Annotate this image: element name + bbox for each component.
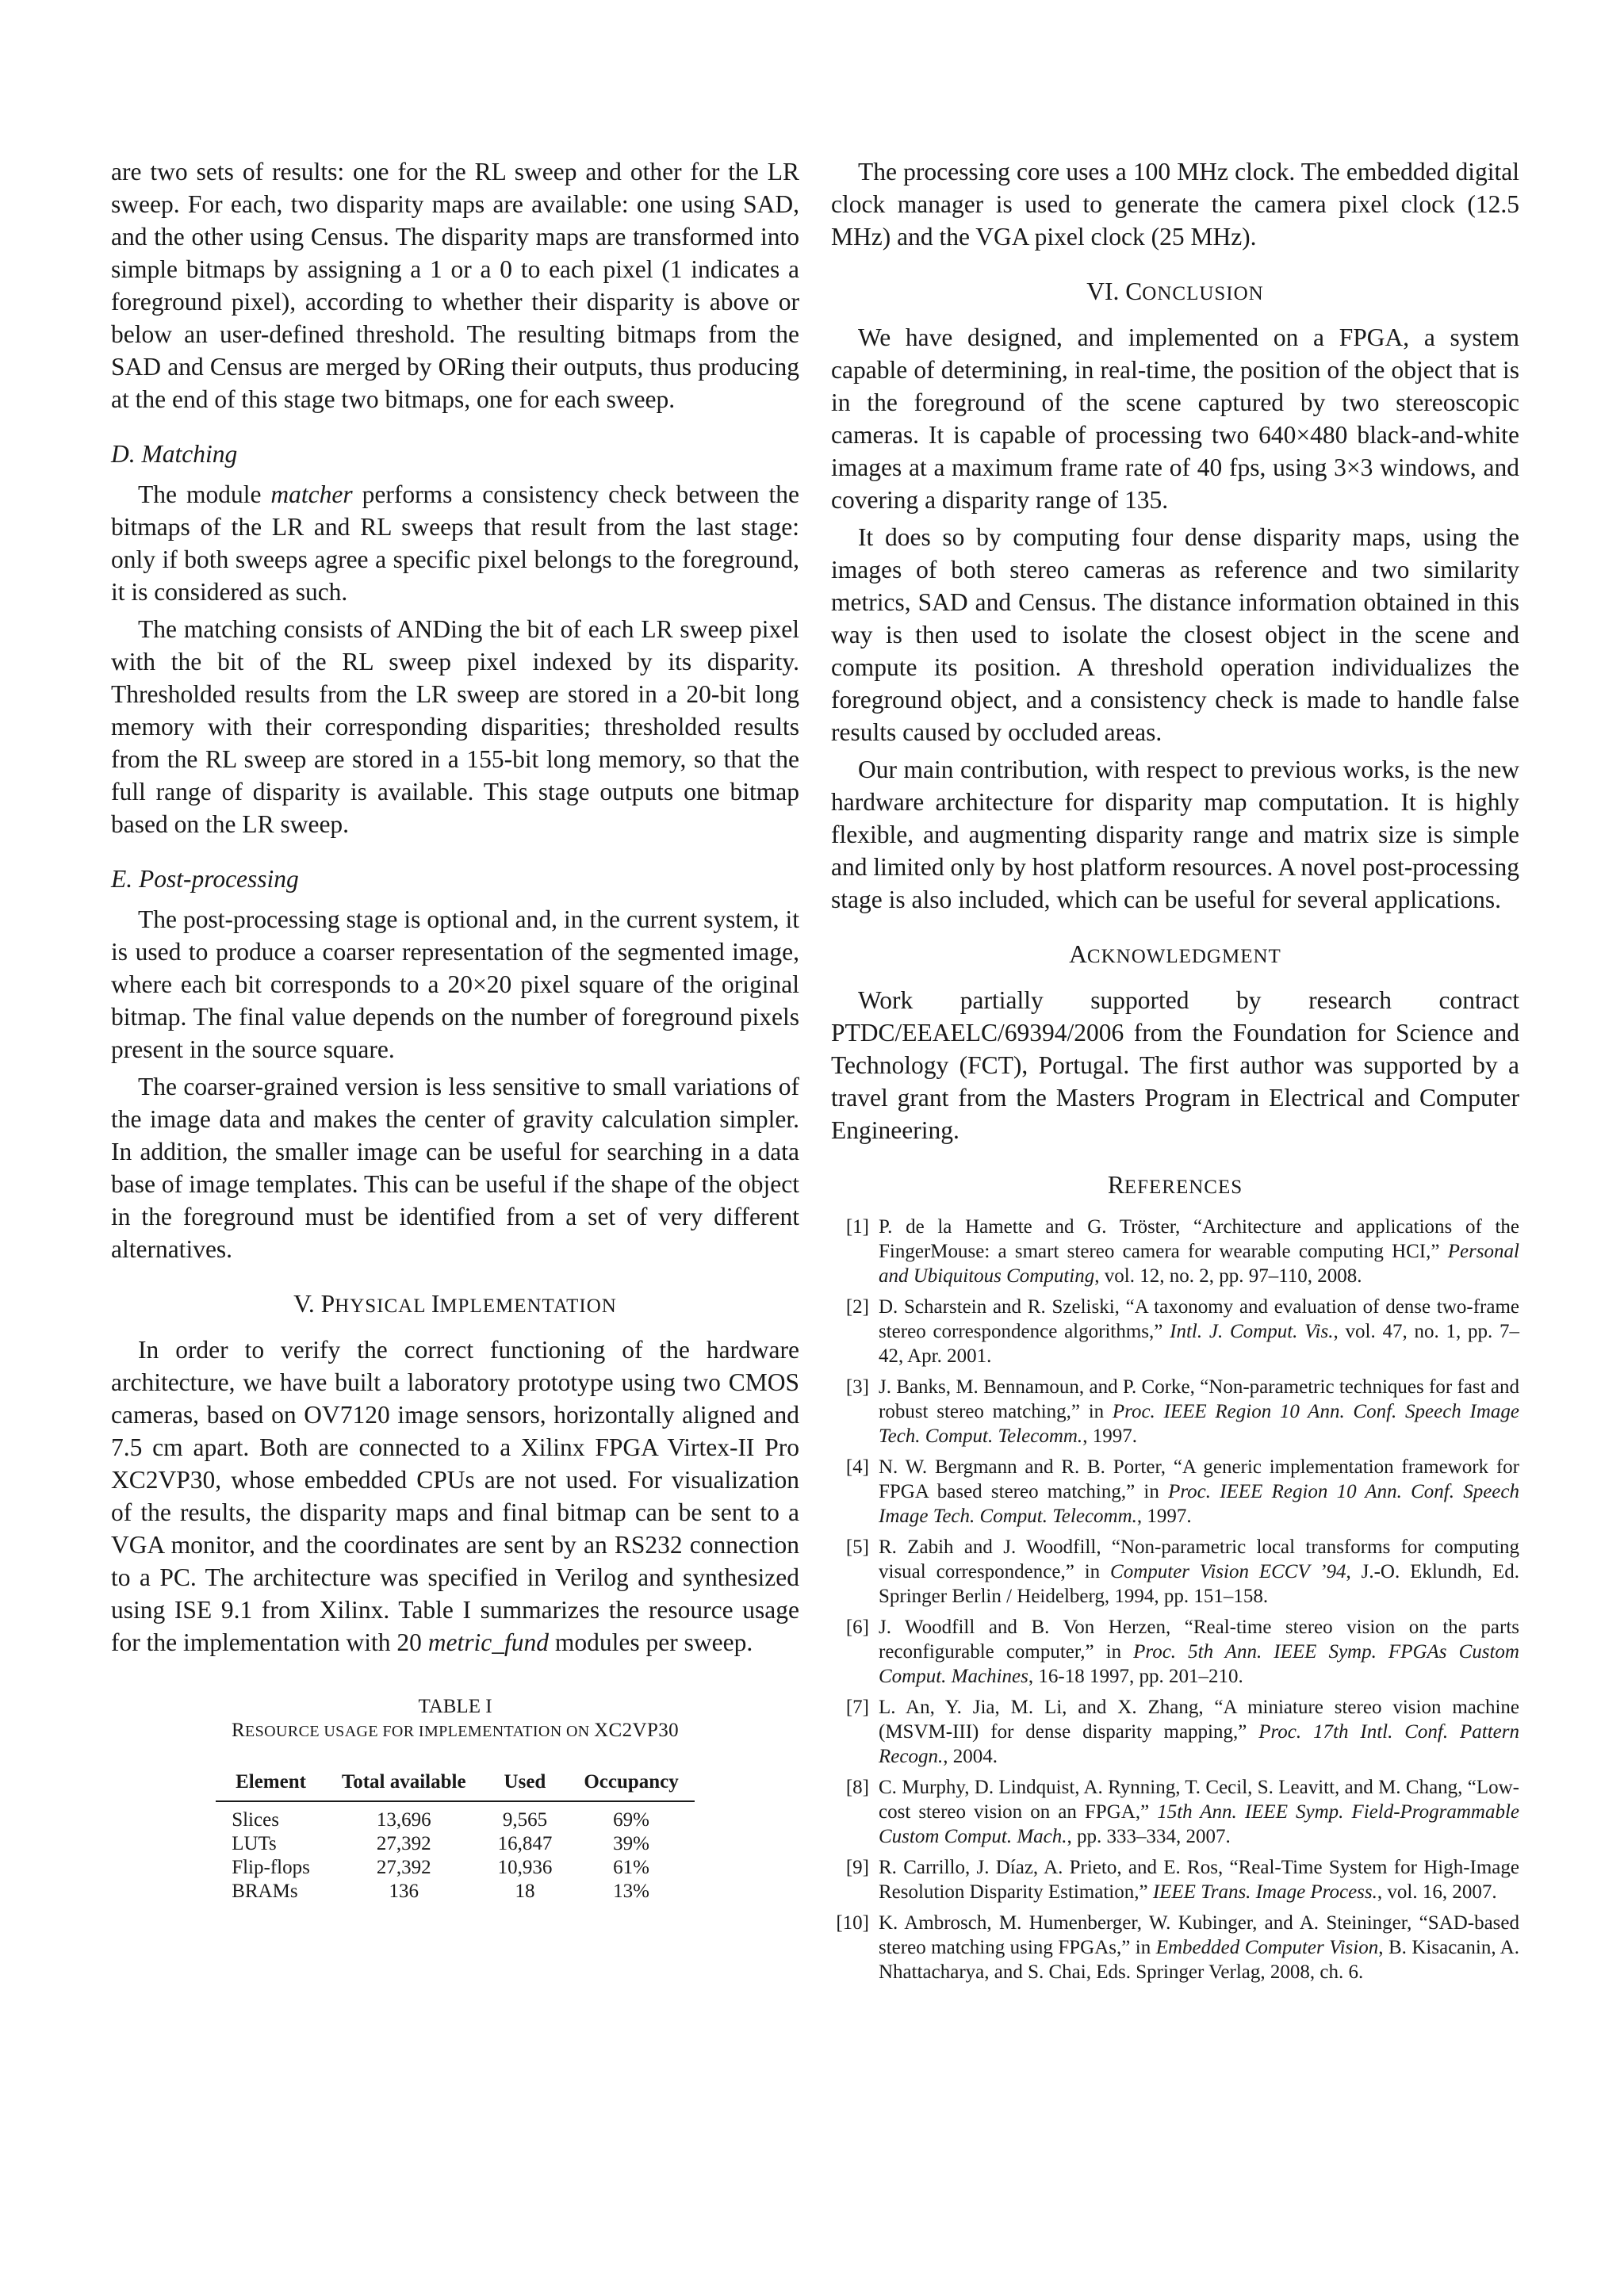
text-fragment: In order to verify the correct functioning of the hardware architecture, we have built a laboratory prototype using two CMOS cameras, based on OV7120 image sensors, horizontally aligned and 7.5 cm apart. Both are connected to a Xilinx FPGA Virtex-II Pro XC2VP30, whose embedded CPUs are not used. For visualization of the results, the disparity maps and final bitmap can be sent to a VGA monitor, and the coordinates are sent by an RS232 connection to a PC. The architecture was specified in Verilog and synthesized using ISE 9.1 from Xilinx. Table I summarizes the resource usage for the implementation with 20 [111, 1336, 799, 1656]
table-cell: 39% [613, 1833, 649, 1854]
table-cell: 18 [515, 1881, 535, 1902]
table-cell: 61% [613, 1857, 649, 1878]
heading-fragment: EFERENCES [1124, 1177, 1243, 1198]
table-cell: 69% [613, 1809, 649, 1831]
reference-text: C. Murphy, D. Lindquist, A. Rynning, T. Cecil, S. Leavitt, and M. Chang, “Low-cost stereo vision on an FPGA,” [879, 1777, 1519, 1823]
reference-venue: Personal and Ubiquitous Computing [879, 1241, 1519, 1287]
module-name-metric-fund: metric_fund [427, 1628, 550, 1656]
reference-text: , vol. 16, 2007. [1377, 1881, 1497, 1903]
text-fragment: performs a consistency check between the bitmaps of the LR and RL sweeps that result from the last stage: only if both sweeps agree a specific pixel belongs to the foreground, it is considered as such. [111, 480, 799, 606]
heading-fragment: P [320, 1290, 335, 1318]
paragraph-acknowledgment: Work partially supported by research contract PTDC/EEAELC/69394/2006 from the Foundation for Science and Technology (FCT), Portugal. The first author was supported by a travel grant from the Masters Program in Electrical and Computer Engineering. [831, 986, 1519, 1144]
reference-venue: Proc. IEEE Region 10 Ann. Conf. Speech Image Tech. Comput. Telecomm. [879, 1481, 1519, 1527]
table-cell: 16,847 [497, 1833, 553, 1854]
table-cell: 27,392 [376, 1857, 431, 1878]
table-cell: 27,392 [376, 1833, 431, 1854]
reference-item [831, 1775, 1519, 1849]
paragraph-matching-2: The matching consists of ANDing the bit of each LR sweep pixel with the bit of the RL sweep pixel indexed by its disparity. Thresholded results from the LR sweep are stored in a 20-bit long memory with their corresponding disparities; thresholded results from the RL sweep are stored in a 155-bit long memory, so that the full range of disparity is available. This stage outputs one bitmap based on the LR sweep. [111, 615, 799, 838]
reference-text: R. Zabih and J. Woodfill, “Non-parametric local transforms for computing visual correspondence,” in [879, 1536, 1519, 1582]
reference-number: [9] [845, 1857, 869, 1878]
column-header-occupancy: Occupancy [568, 1766, 694, 1801]
table-cell: 13% [613, 1881, 649, 1902]
subtitle-fragment: ESOURCE USAGE FOR IMPLEMENTATION ON [245, 1723, 595, 1740]
table-row [216, 1856, 695, 1880]
table-row [216, 1801, 695, 1832]
heading-fragment: R [1107, 1171, 1124, 1199]
subtitle-fragment: R [231, 1720, 246, 1741]
section-heading-acknowledgment [831, 938, 1519, 973]
table-cell: BRAMs [232, 1881, 298, 1902]
reference-number: [4] [845, 1456, 869, 1478]
table-row [216, 1880, 695, 1904]
column-header-total-available: Total available [326, 1766, 482, 1801]
reference-item [831, 1455, 1519, 1529]
reference-text: J. Banks, M. Bennamoun, and P. Corke, “Non-parametric techniques for fast and robust stereo matching,” in [879, 1376, 1519, 1422]
table-cell: 136 [389, 1881, 419, 1902]
reference-venue: Embedded Computer Vision [1155, 1937, 1379, 1958]
paragraph-post-processing-2: The coarser-grained version is less sensitive to small variations of the image data and makes the center of gravity calculation simpler. In addition, the smaller image can be useful for searching in a data base of image templates. This can be useful if the shape of the object in the foreground must be identified from a set of very different alternatives. [111, 1073, 799, 1263]
reference-text: D. Scharstein and R. Szeliski, “A taxonomy and evaluation of dense two-frame stereo correspondence algorithms,” [879, 1296, 1519, 1342]
subsection-heading-post-processing: E. Post-processing [111, 865, 299, 893]
reference-number: [6] [845, 1617, 869, 1638]
reference-number: [1] [845, 1216, 869, 1238]
heading-fragment: C [1125, 277, 1143, 305]
paragraph-conclusion-1: We have designed, and implemented on a FPGA, a system capable of determining, in real-time, the position of the object that is in the foreground of the scene captured by two stereoscopic cameras. It is capable of processing two 640×480 black-and-white images at a maximum frame rate of 40 fps, using 3×3 windows, and covering a disparity range of 135. [831, 323, 1519, 514]
reference-item [831, 1535, 1519, 1609]
paragraph-conclusion-2: It does so by computing four dense disparity maps, using the images of both stereo cameras as reference and two similarity metrics, SAD and Census. The distance information obtained in this way is then used to isolate the closest object in the scene and compute its position. A threshold operation individualizes the foreground object, and a consistency check is made to handle false results caused by occluded areas. [831, 523, 1519, 746]
paragraph-physical-implementation [111, 1334, 799, 1659]
heading-fragment: ONCLUSION [1142, 283, 1264, 304]
reference-venue: Proc. 17th Intl. Conf. Pattern Recogn. [879, 1721, 1519, 1767]
table-caption: TABLE I [418, 1696, 492, 1717]
table-cell: Slices [232, 1809, 279, 1831]
reference-text: J. Woodfill and B. Von Herzen, “Real-time stereo vision on the parts reconfigurable computer,” in [879, 1617, 1519, 1663]
heading-fragment: MPLEMENTATION [439, 1295, 617, 1317]
reference-item [831, 1695, 1519, 1769]
reference-venue: 15th Ann. IEEE Symp. Field-Programmable Custom Comput. Mach. [879, 1801, 1519, 1847]
module-name-matcher: matcher [270, 480, 353, 508]
text-fragment: The module [138, 480, 271, 508]
reference-item [831, 1855, 1519, 1904]
reference-list [831, 1215, 1519, 1984]
table-cell: 13,696 [376, 1809, 431, 1831]
table-cell: 9,565 [502, 1809, 548, 1831]
reference-text: P. de la Hamette and G. Tröster, “Architecture and applications of the FingerMouse: a smart stereo camera for wearable computing HCI,” [879, 1216, 1519, 1262]
reference-text: , vol. 12, no. 2, pp. 97–110, 2008. [1094, 1265, 1362, 1287]
reference-number: [8] [845, 1777, 869, 1798]
reference-number: [10] [836, 1912, 869, 1934]
reference-item [831, 1295, 1519, 1368]
paragraph-results: are two sets of results: one for the RL sweep and other for the LR sweep. For each, two disparity maps are available: one using SAD, and the other using Census. The disparity maps are transformed into simple bitmaps by assigning a 1 or a 0 to each pixel (1 indicates a foreground pixel), according to whether their disparity is above or below an user-defined threshold. The resulting bitmaps from the SAD and Census are merged by ORing their outputs, thus producing at the end of this stage two bitmaps, one for each sweep. [111, 158, 799, 413]
reference-number: [3] [845, 1376, 869, 1398]
heading-fragment: CKNOWLEDGMENT [1086, 946, 1281, 967]
heading-fragment: VI. [1086, 277, 1126, 305]
section-heading-physical-implementation [111, 1288, 799, 1322]
reference-text: N. W. Bergmann and R. B. Porter, “A generic implementation framework for FPGA based stereo matching,” in [879, 1456, 1519, 1502]
heading-fragment: V. [293, 1290, 321, 1318]
reference-item [831, 1375, 1519, 1448]
reference-venue: IEEE Trans. Image Process. [1152, 1881, 1377, 1903]
reference-item [831, 1615, 1519, 1689]
reference-text: L. An, Y. Jia, M. Li, and X. Zhang, “A miniature stereo vision machine (MSVM-III) for dense disparity mapping,” [879, 1697, 1519, 1743]
reference-item [831, 1911, 1519, 1984]
table-cell: LUTs [232, 1833, 277, 1854]
resource-usage-table [216, 1766, 695, 1904]
heading-fragment: A [1069, 940, 1087, 968]
table-row [216, 1832, 695, 1856]
reference-venue: Proc. IEEE Region 10 Ann. Conf. Speech Image Tech. Comput. Telecomm. [879, 1401, 1519, 1447]
paragraph-clock: The processing core uses a 100 MHz clock. The embedded digital clock manager is used to generate the camera pixel clock (12.5 MHz) and the VGA pixel clock (25 MHz). [831, 158, 1519, 251]
reference-text: , vol. 47, no. 1, pp. 7–42, Apr. 2001. [879, 1321, 1519, 1367]
section-heading-conclusion [831, 275, 1519, 310]
column-header-used: Used [482, 1766, 569, 1801]
column-header-element: Element [216, 1766, 326, 1801]
reference-item [831, 1215, 1519, 1288]
reference-venue: Intl. J. Comput. Vis. [1170, 1321, 1334, 1342]
subsection-heading-matching: D. Matching [111, 440, 238, 468]
paragraph-post-processing-1: The post-processing stage is optional and, in the current system, it is used to produce a coarser representation of the segmented image, where each bit corresponds to a 20×20 pixel square of the original bitmap. The final value depends on the number of foreground pixels present in the source square. [111, 905, 799, 1063]
reference-text: , 1997. [1136, 1506, 1192, 1527]
heading-fragment: HYSICAL [335, 1295, 431, 1317]
paragraph-matching-1 [111, 478, 799, 608]
reference-text: , B. Kisacanin, A. Nhattacharya, and S. Chai, Eds. Springer Verlag, 2008, ch. 6. [879, 1937, 1519, 1983]
reference-text: R. Carrillo, J. Díaz, A. Prieto, and E. Ros, “Real-Time System for High-Image Resolution Disparity Estimation,” [879, 1857, 1519, 1903]
reference-venue: Proc. 5th Ann. IEEE Symp. FPGAs Custom Comput. Machines [879, 1641, 1519, 1687]
reference-text: K. Ambrosch, M. Humenberger, W. Kubinger, and A. Steininger, “SAD-based stereo matching using FPGAs,” in [879, 1912, 1519, 1958]
reference-text: , 2004. [943, 1746, 998, 1767]
reference-number: [5] [845, 1536, 869, 1558]
heading-fragment: I [431, 1290, 440, 1318]
text-fragment: modules per sweep. [549, 1628, 753, 1656]
table-cell: 10,936 [497, 1857, 553, 1878]
reference-text: , 16-18 1997, pp. 201–210. [1028, 1666, 1243, 1687]
reference-text: , 1997. [1082, 1425, 1137, 1447]
table-subtitle [111, 1719, 799, 1743]
reference-number: [7] [845, 1697, 869, 1718]
subtitle-fragment: XC2VP30 [594, 1720, 680, 1741]
reference-venue: Computer Vision ECCV ’94 [1110, 1561, 1346, 1582]
right-column [831, 155, 1519, 1991]
table-header-row [216, 1766, 695, 1801]
reference-number: [2] [845, 1296, 869, 1318]
reference-text: , pp. 333–334, 2007. [1067, 1826, 1231, 1847]
paragraph-conclusion-3: Our main contribution, with respect to previous works, is the new hardware architecture for disparity map computation. It is highly flexible, and augmenting disparity range and matrix size is simple and limited only by host platform resources. A novel post-processing stage is also included, which can be useful for several applications. [831, 756, 1519, 913]
table-cell: Flip-flops [232, 1857, 310, 1878]
section-heading-references [831, 1169, 1519, 1203]
left-column [111, 155, 799, 1904]
reference-text: , J.-O. Eklundh, Ed. Springer Berlin / Heidelberg, 1994, pp. 151–158. [879, 1561, 1519, 1607]
